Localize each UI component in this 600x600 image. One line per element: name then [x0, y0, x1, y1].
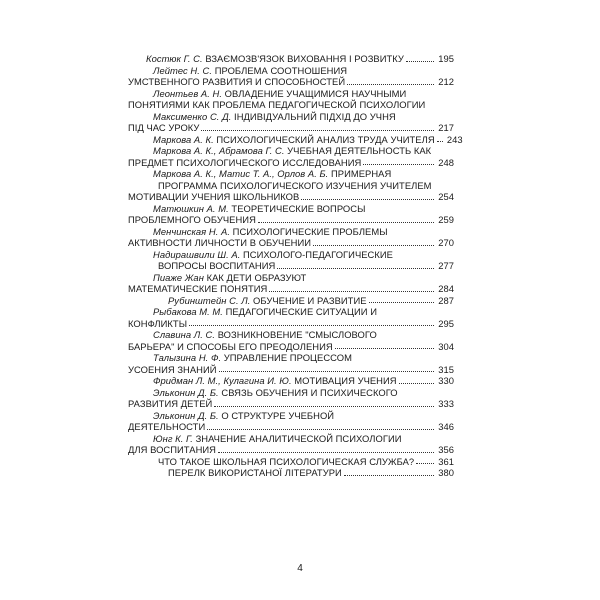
- page-number: 4: [297, 563, 303, 574]
- toc-entry[interactable]: [128, 433, 454, 456]
- toc-title: ПРИМЕРНАЯ: [330, 168, 392, 179]
- toc-title-continuation: ПРОБЛЕМНОГО ОБУЧЕНИЯ: [128, 214, 256, 225]
- toc-page: 212: [438, 76, 454, 87]
- dot-leader: [363, 164, 434, 165]
- toc-page: 259: [438, 214, 454, 225]
- toc-author: Леонтьев А. Н.: [153, 87, 223, 99]
- toc-author: Максименко С. Д.: [153, 110, 232, 122]
- dot-leader: [335, 348, 434, 349]
- toc-entry[interactable]: [128, 249, 454, 272]
- toc-author: Талызина Н. Ф.: [153, 352, 222, 363]
- toc-title: КАК ДЕТИ ОБРАЗУЮТ: [206, 271, 307, 283]
- toc-page: 361: [438, 455, 454, 467]
- toc-entry[interactable]: [128, 145, 454, 168]
- toc-entry[interactable]: [128, 111, 454, 134]
- toc-title-continuation: ПРОГРАММА ПСИХОЛОГИЧЕСКОГО ИЗУЧЕНИЯ УЧИТЕЛЕМ: [158, 179, 432, 191]
- dot-leader: [416, 463, 434, 464]
- dot-leader: [347, 84, 434, 85]
- toc-entry[interactable]: [128, 329, 454, 352]
- toc-title: УЧЕБНАЯ ДЕЯТЕЛЬНОСТЬ КАК: [287, 145, 432, 156]
- toc-entry[interactable]: [128, 306, 454, 329]
- toc-title-continuation: БАРЬЕРА" И СПОСОБЫ ЕГО ПРЕОДОЛЕНИЯ: [128, 340, 333, 352]
- toc-author: Менчинская Н. А.: [153, 225, 230, 237]
- toc-page: 270: [438, 237, 454, 248]
- toc-page: 380: [438, 467, 454, 478]
- toc-entry[interactable]: [128, 168, 454, 203]
- toc-title: ПСИХОЛОГИЧЕСКИЕ ПРОБЛЕМЫ: [232, 225, 388, 237]
- toc-title: ОБУЧЕНИЕ И РАЗВИТИЕ: [253, 294, 367, 306]
- dot-leader: [201, 130, 434, 131]
- toc-author: Матюшкин А. М.: [153, 202, 229, 214]
- toc-title-continuation: ПРЕДМЕТ ПСИХОЛОГИЧЕСКОГО ИССЛЕДОВАНИЯ: [128, 156, 362, 168]
- toc-title: ПСИХОЛОГИЧЕСКИЙ АНАЛИЗ ТРУДА УЧИТЕЛЯ: [216, 133, 435, 145]
- dot-leader: [369, 302, 434, 303]
- toc-entry[interactable]: [128, 456, 454, 468]
- toc-title-continuation: ВОПРОСЫ ВОСПИТАНИЯ: [158, 260, 276, 271]
- toc-title-continuation: ПОНЯТИЯМИ КАК ПРОБЛЕМА ПЕДАГОГИЧЕСКОЙ ПСИХОЛОГИИ: [128, 99, 426, 110]
- toc-author: Надирашвили Ш. А.: [153, 248, 241, 260]
- toc-title-continuation: АКТИВНОСТИ ЛИЧНОСТИ В ОБУЧЕНИИ: [128, 237, 312, 248]
- toc-title-continuation: МОТИВАЦИИ УЧЕНИЯ ШКОЛЬНИКОВ: [128, 191, 300, 202]
- toc-author: Эльконин Д. Б.: [153, 409, 219, 421]
- toc-title-continuation: МАТЕМАТИЧЕСКИЕ ПОНЯТИЯ: [128, 283, 268, 294]
- dot-leader: [258, 222, 434, 223]
- toc-entry[interactable]: [128, 272, 454, 295]
- toc-author: Маркова А. К., Матис Т. А., Орлов А. Б.: [153, 168, 329, 179]
- toc-entry[interactable]: [128, 375, 454, 387]
- toc-page: 287: [438, 294, 454, 306]
- toc-entry[interactable]: [128, 133, 463, 146]
- toc-author: Эльконин Д. Б.: [153, 386, 219, 398]
- toc-page: 217: [438, 122, 454, 133]
- toc-author: Пиаже Жан: [153, 271, 204, 283]
- toc-title: ІНДИВІДУАЛЬНИЙ ПІДХІД ДО УЧНЯ: [234, 110, 396, 122]
- toc-title: ПЕРЕЛК ВИКОРИСТАНОЇ ЛІТЕРАТУРИ: [168, 467, 342, 478]
- toc-author: Славина Л. С.: [153, 329, 216, 340]
- toc-author: Лейтес Н. С.: [153, 64, 213, 76]
- dot-leader: [344, 475, 434, 476]
- toc-page: 330: [438, 375, 454, 386]
- dot-leader: [214, 406, 434, 407]
- toc-title: ПРОБЛЕМА СООТНОШЕНИЯ: [214, 64, 348, 76]
- table-of-contents: [128, 53, 463, 479]
- toc-title: ТЕОРЕТИЧЕСКИЕ ВОПРОСЫ: [231, 202, 366, 214]
- dot-leader: [437, 141, 443, 142]
- toc-entry[interactable]: [128, 295, 454, 307]
- toc-entry[interactable]: [128, 65, 454, 88]
- toc-entry[interactable]: [128, 226, 454, 249]
- toc-entry[interactable]: [128, 88, 454, 111]
- dot-leader: [301, 199, 434, 200]
- toc-title: ПЕДАГОГИЧЕСКИЕ СИТУАЦИИ И: [225, 306, 377, 317]
- toc-author: Рыбакова М. М.: [153, 306, 223, 317]
- toc-title-continuation: КОНФЛИКТЫ: [128, 317, 188, 329]
- toc-title: ВОЗНИКНОВЕНИЕ "СМЫСЛОВОГО: [217, 329, 377, 340]
- dot-leader: [219, 371, 434, 372]
- dot-leader: [189, 325, 434, 326]
- toc-page: 346: [438, 421, 454, 432]
- dot-leader: [399, 383, 434, 384]
- dot-leader: [277, 268, 434, 269]
- toc-author: Маркова А. К., Абрамова Г. С.: [153, 145, 285, 156]
- toc-page: 195: [438, 53, 454, 64]
- toc-author: Маркова А. К.: [153, 133, 214, 145]
- toc-title-continuation: ПІД ЧАС УРОКУ: [128, 122, 200, 133]
- toc-page: 254: [438, 191, 454, 202]
- toc-title-continuation: УСОЕНИЯ ЗНАНИЙ: [128, 363, 217, 375]
- toc-author: Юнг К. Г.: [153, 432, 193, 444]
- toc-title: ОВЛАДЕНИЕ УЧАЩИМИСЯ НАУЧНЫМИ: [224, 87, 407, 99]
- toc-page: 304: [438, 340, 454, 352]
- toc-page: 333: [438, 398, 454, 409]
- toc-page: 295: [438, 317, 454, 329]
- toc-entry[interactable]: [128, 467, 454, 479]
- toc-page: 356: [438, 444, 454, 455]
- toc-title: ПСИХОЛОГО-ПЕДАГОГИЧЕСКИЕ: [243, 248, 393, 260]
- toc-title: МОТИВАЦИЯ УЧЕНИЯ: [294, 375, 397, 386]
- dot-leader: [218, 452, 434, 453]
- toc-title: УПРАВЛЕНИЕ ПРОЦЕССОМ: [223, 352, 352, 363]
- toc-page: 284: [438, 283, 454, 294]
- toc-author: Фридман Л. М., Кулагина И. Ю.: [153, 375, 292, 386]
- toc-author: Рубинштейн С. Л.: [168, 294, 251, 306]
- toc-page: 243: [446, 133, 463, 145]
- toc-title-continuation: РАЗВИТИЯ ДЕТЕЙ: [128, 398, 213, 409]
- toc-title-continuation: ДЕЯТЕЛЬНОСТИ: [128, 421, 206, 432]
- dot-leader: [313, 245, 434, 246]
- toc-entry[interactable]: [128, 203, 454, 226]
- toc-title: ВЗАЄМОЗВ'ЯЗОК ВИХОВАННЯ І РОЗВИТКУ: [205, 53, 404, 64]
- toc-entry[interactable]: [128, 410, 454, 433]
- dot-leader: [269, 291, 434, 292]
- toc-page: 315: [438, 363, 454, 375]
- toc-entry[interactable]: [128, 53, 454, 65]
- toc-page: 248: [438, 156, 454, 168]
- toc-title-continuation: УМСТВЕННОГО РАЗВИТИЯ И СПОСОБНОСТЕЙ: [128, 76, 346, 87]
- toc-title: СВЯЗЬ ОБУЧЕНИЯ И ПСИХИЧЕСКОГО: [221, 386, 398, 398]
- toc-title: ЧТО ТАКОЕ ШКОЛЬНАЯ ПСИХОЛОГИЧЕСКАЯ СЛУЖБА?: [158, 455, 415, 467]
- toc-title: ЗНАЧЕНИЕ АНАЛИТИЧЕСКОЙ ПСИХОЛОГИИ: [195, 432, 402, 444]
- toc-entry[interactable]: [128, 387, 454, 410]
- toc-page: 277: [438, 260, 454, 271]
- dot-leader: [207, 429, 434, 430]
- toc-title-continuation: ДЛЯ ВОСПИТАНИЯ: [128, 444, 217, 455]
- toc-title: О СТРУКТУРЕ УЧЕБНОЙ: [221, 409, 335, 421]
- toc-entry[interactable]: [128, 352, 454, 375]
- toc-author: Костюк Г. С.: [146, 53, 203, 64]
- dot-leader: [406, 61, 434, 62]
